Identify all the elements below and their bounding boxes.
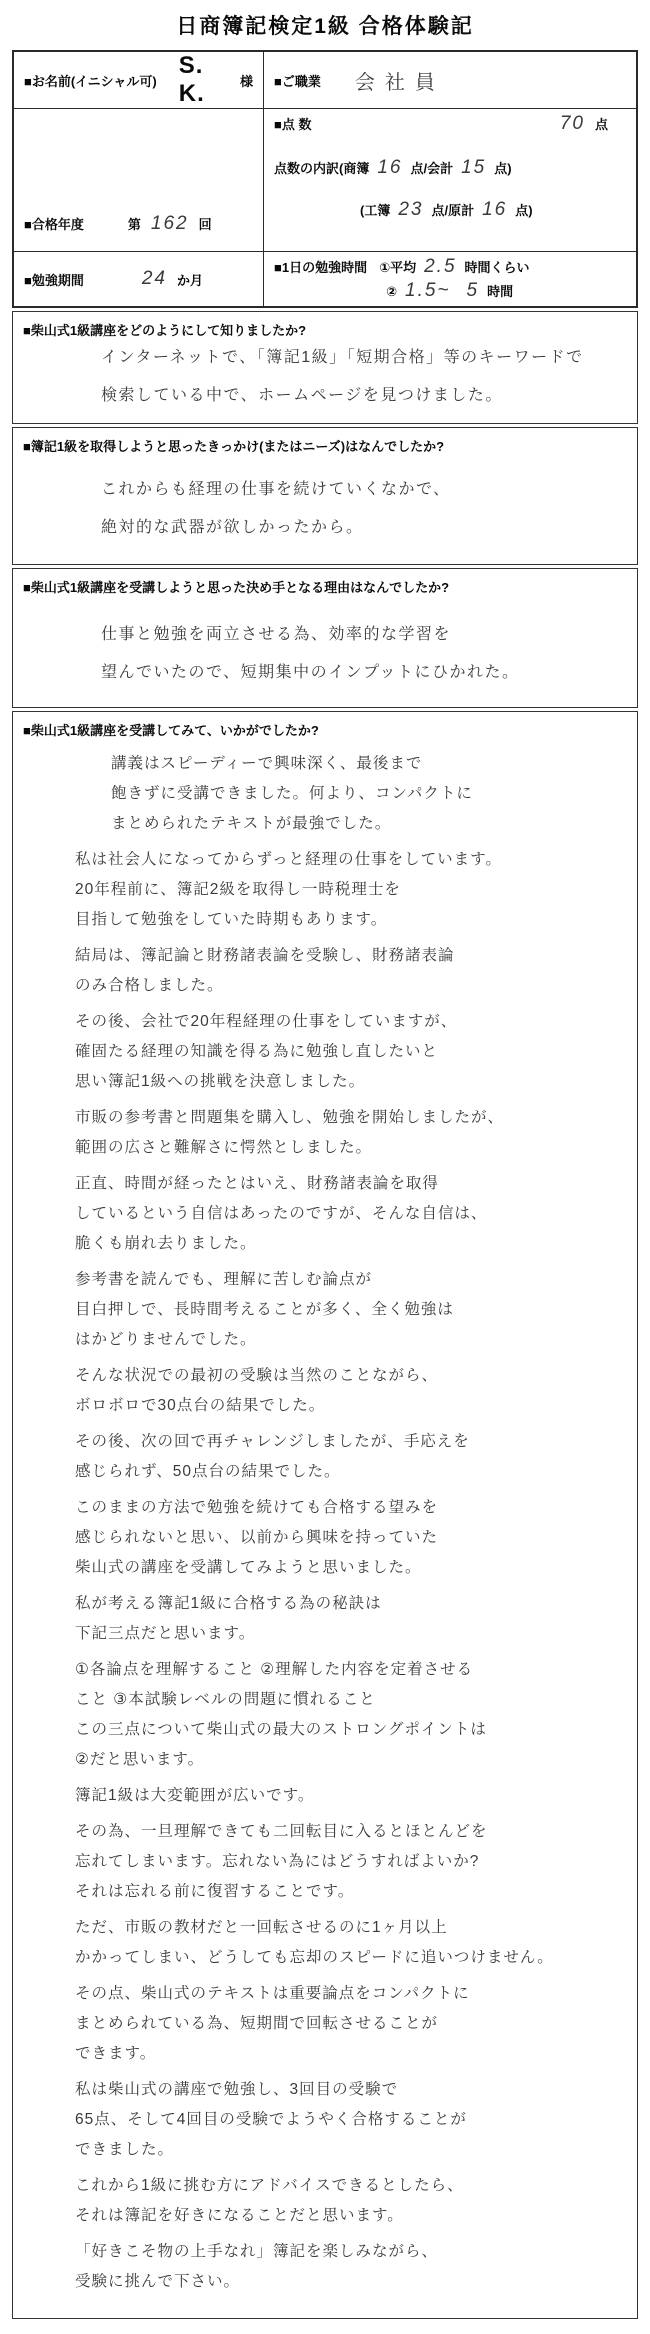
- handwritten-line: この三点について柴山式の最大のストロングポイントは: [75, 1721, 487, 1738]
- question-box-motivation: [12, 427, 638, 565]
- question-label: ■柴山式1級講座を受講しようと思った決め手となる理由はなんでしたか?: [23, 580, 450, 595]
- handwritten-line: 「好きこそ物の上手なれ」簿記を楽しみながら、: [75, 2243, 439, 2260]
- handwritten-line: 感じられないと思い、以前から興味を持っていた: [75, 1529, 439, 1546]
- pass-year-value-handwritten: 162: [150, 213, 189, 234]
- handwritten-paragraph: [75, 1169, 627, 1259]
- handwritten-line: 受験に挑んで下さい。: [75, 2273, 241, 2290]
- handwritten-paragraph: [75, 2171, 627, 2231]
- question-label: ■簿記1級を取得しようと思ったきっかけ(またはニーズ)はなんでしたか?: [23, 439, 445, 454]
- handwritten-line: かかってしまい、どうしても忘却のスピードに追いつけません。: [75, 1949, 554, 1966]
- breakdown1-suffix: 点): [494, 161, 512, 176]
- handwritten-line: 柴山式の講座を受講してみようと思いました。: [75, 1559, 422, 1576]
- breakdown2-prefix: (工簿: [360, 203, 391, 218]
- handwritten-line: こと ③本試験レベルの問題に慣れること: [75, 1691, 376, 1708]
- handwritten-paragraph: [75, 1781, 627, 1811]
- handwritten-answer: [23, 471, 627, 547]
- handwritten-paragraph: [111, 749, 627, 839]
- name-label: ■お名前(イニシャル可): [24, 73, 157, 89]
- breakdown2-mid: 点/原計: [431, 203, 475, 218]
- handwritten-line: 目指して勉強をしていた時期もあります。: [75, 911, 388, 928]
- handwritten-answer: [23, 339, 627, 415]
- occupation-cell: [264, 52, 636, 108]
- handwritten-paragraph: [75, 1265, 627, 1355]
- score-line: [274, 113, 626, 135]
- info-row-name-occupation: [14, 52, 636, 109]
- score-breakdown-2: [274, 199, 626, 221]
- handwritten-line: その点、柴山式のテキストは重要論点をコンパクトに: [75, 1985, 470, 2002]
- handwritten-paragraph: [75, 1655, 627, 1775]
- score-breakdown-1: [274, 157, 626, 179]
- daily-time-line-1: [274, 256, 530, 278]
- handwritten-answer: [23, 616, 627, 692]
- breakdown1-value1-handwritten: 16: [377, 157, 403, 178]
- info-row-year-score: [14, 109, 636, 252]
- pass-year-prefix: 第: [127, 217, 141, 232]
- handwritten-paragraph: [75, 1493, 627, 1583]
- name-suffix: 様: [239, 73, 253, 89]
- breakdown1-value2-handwritten: 15: [461, 157, 487, 178]
- handwritten-paragraph: [75, 845, 627, 935]
- handwritten-line: ①各論点を理解すること ②理解した内容を定着させる: [75, 1661, 474, 1678]
- daily1-prefix: ①平均: [379, 260, 417, 275]
- handwritten-line: 忘れてしまいます。忘れない為にはどうすればよいか?: [75, 1853, 480, 1870]
- question-label: ■柴山式1級講座を受講してみて、いかがでしたか?: [23, 723, 319, 738]
- pass-year-line: [24, 213, 253, 235]
- study-period-cell: [14, 252, 264, 306]
- handwritten-line: このままの方法で勉強を続けても合格する望みを: [75, 1499, 439, 1516]
- score-unit: 点: [594, 117, 608, 132]
- handwritten-line: 参考書を読んでも、理解に苦しむ論点が: [75, 1271, 373, 1288]
- handwritten-line: 仕事と勉強を両立させる為、効率的な学習を: [101, 626, 452, 643]
- handwritten-line: 正直、時間が経ったとはいえ、財務諸表論を取得: [75, 1175, 439, 1192]
- period-unit: か月: [177, 272, 204, 288]
- handwritten-line: 確固たる経理の知識を得る為に勉強し直したいと: [75, 1043, 439, 1060]
- daily2-suffix: 時間: [487, 284, 514, 299]
- handwritten-line: しているという自信はあったのですが、そんな自信は、: [75, 1205, 488, 1222]
- handwritten-paragraph: [75, 2237, 627, 2297]
- handwritten-line: ただ、市販の教材だと一回転させるのに1ヶ月以上: [75, 1919, 448, 1936]
- pass-year-cell: [14, 109, 264, 251]
- handwritten-paragraph: [75, 1817, 627, 1907]
- question-label: ■柴山式1級講座をどのようにして知りましたか?: [23, 323, 307, 338]
- question-box-how-found: [12, 311, 638, 424]
- handwritten-line: その為、一旦理解できても二回転目に入るとほとんどを: [75, 1823, 488, 1840]
- breakdown2-suffix: 点): [515, 203, 533, 218]
- name-value: S. K.: [178, 52, 205, 107]
- handwritten-line: そんな状況での最初の受験は当然のことながら、: [75, 1367, 439, 1384]
- breakdown1-prefix: 点数の内訳(商簿: [274, 161, 370, 176]
- page-title: 日商簿記検定1級 合格体験記: [176, 15, 474, 38]
- daily-time-cell: [264, 252, 636, 306]
- occupation-value-handwritten: 会社員: [354, 71, 445, 94]
- handwritten-line: 脆くも崩れ去りました。: [75, 1235, 257, 1252]
- handwritten-line: 結局は、簿記論と財務諸表論を受験し、財務諸表論: [75, 947, 455, 964]
- handwritten-line: 市販の参考書と問題集を購入し、勉強を開始しましたが、: [75, 1109, 505, 1126]
- handwritten-line: のみ合格しました。: [75, 977, 224, 994]
- occupation-label: ■ご職業: [274, 73, 321, 89]
- period-label: ■勉強期間: [24, 272, 84, 288]
- handwritten-paragraph: [75, 1589, 627, 1649]
- handwritten-testimonial: [23, 749, 627, 2297]
- handwritten-paragraph: [75, 1103, 627, 1163]
- handwritten-line: これからも経理の仕事を続けていくなかで、: [101, 481, 451, 498]
- daily1-value-handwritten: 2.5: [424, 256, 457, 277]
- handwritten-line: 範囲の広さと難解さに愕然としました。: [75, 1139, 373, 1156]
- handwritten-paragraph: [75, 1979, 627, 2069]
- handwritten-paragraph: [75, 941, 627, 1001]
- info-row-period-daily: [14, 252, 636, 306]
- name-cell: [14, 52, 264, 108]
- info-table: [12, 50, 638, 308]
- breakdown2-value1-handwritten: 23: [398, 199, 424, 220]
- handwritten-paragraph: [75, 1913, 627, 1973]
- handwritten-line: 下記三点だと思います。: [75, 1625, 256, 1642]
- period-value-handwritten: 24: [141, 268, 167, 289]
- pass-year-label: ■合格年度: [24, 217, 84, 232]
- score-label: ■点 数: [274, 117, 312, 132]
- handwritten-line: 飽きずに受講できました。何より、コンパクトに: [111, 785, 473, 802]
- question-box-deciding-factor: [12, 568, 638, 708]
- breakdown2-value2-handwritten: 16: [482, 199, 508, 220]
- handwritten-line: 検索している中で、ホームページを見つけました。: [101, 387, 503, 404]
- daily2-prefix: ②: [386, 284, 398, 299]
- pass-year-suffix: 回: [198, 217, 212, 232]
- handwritten-line: まとめられている為、短期間で回転させることが: [75, 2015, 439, 2032]
- daily2-value1-handwritten: 1.5~: [405, 280, 451, 301]
- handwritten-line: 私は柴山式の講座で勉強し、3回目の受験で: [75, 2081, 399, 2098]
- handwritten-line: その後、会社で20年程経理の仕事をしていますが、: [75, 1013, 458, 1030]
- handwritten-line: ボロボロで30点台の結果でした。: [75, 1397, 326, 1414]
- daily2-value2-handwritten: 5: [466, 280, 480, 301]
- daily-label: ■1日の勉強時間: [274, 260, 368, 275]
- handwritten-line: 20年程前に、簿記2級を取得し一時税理士を: [75, 881, 401, 898]
- handwritten-line: これから1級に挑む方にアドバイスできるとしたら、: [75, 2177, 464, 2194]
- handwritten-line: できました。: [75, 2141, 175, 2158]
- handwritten-line: 私が考える簿記1級に合格する為の秘訣は: [75, 1595, 382, 1612]
- handwritten-line: できます。: [75, 2045, 157, 2062]
- handwritten-line: 私は社会人になってからずっと経理の仕事をしています。: [75, 851, 502, 868]
- handwritten-line: ②だと思います。: [75, 1751, 205, 1768]
- handwritten-line: 絶対的な武器が欲しかったから。: [101, 519, 364, 536]
- handwritten-line: インターネットで、「簿記1級」「短期合格」等のキーワードで: [101, 349, 584, 366]
- handwritten-paragraph: [75, 1361, 627, 1421]
- handwritten-paragraph: [75, 1007, 627, 1097]
- score-value-handwritten: 70: [559, 113, 585, 134]
- score-cell: [264, 109, 636, 251]
- handwritten-line: 簿記1級は大変範囲が広いです。: [75, 1787, 315, 1804]
- handwritten-line: 目白押しで、長時間考えることが多く、全く勉強は: [75, 1301, 454, 1318]
- handwritten-line: 感じられず、50点台の結果でした。: [75, 1463, 341, 1480]
- handwritten-line: 講義はスピーディーで興味深く、最後まで: [111, 755, 423, 772]
- handwritten-paragraph: [75, 2075, 627, 2165]
- handwritten-paragraph: [75, 1427, 627, 1487]
- breakdown1-mid: 点/会計: [410, 161, 454, 176]
- daily1-suffix: 時間くらい: [464, 260, 530, 275]
- handwritten-line: はかどりませんでした。: [75, 1331, 257, 1348]
- handwritten-line: その後、次の回で再チャレンジしましたが、手応えを: [75, 1433, 470, 1450]
- handwritten-line: まとめられたテキストが最強でした。: [111, 815, 392, 832]
- handwritten-line: それは簿記を好きになることだと思います。: [75, 2207, 404, 2224]
- handwritten-line: 望んでいたので、短期集中のインプットにひかれた。: [101, 664, 520, 681]
- handwritten-line: 思い簿記1級への挑戦を決意しました。: [75, 1073, 366, 1090]
- daily-time-line-2: [274, 280, 513, 302]
- handwritten-line: 65点、そして4回目の受験でようやく合格することが: [75, 2111, 467, 2128]
- handwritten-line: それは忘れる前に復習することです。: [75, 1883, 355, 1900]
- question-box-impressions: [12, 711, 638, 2319]
